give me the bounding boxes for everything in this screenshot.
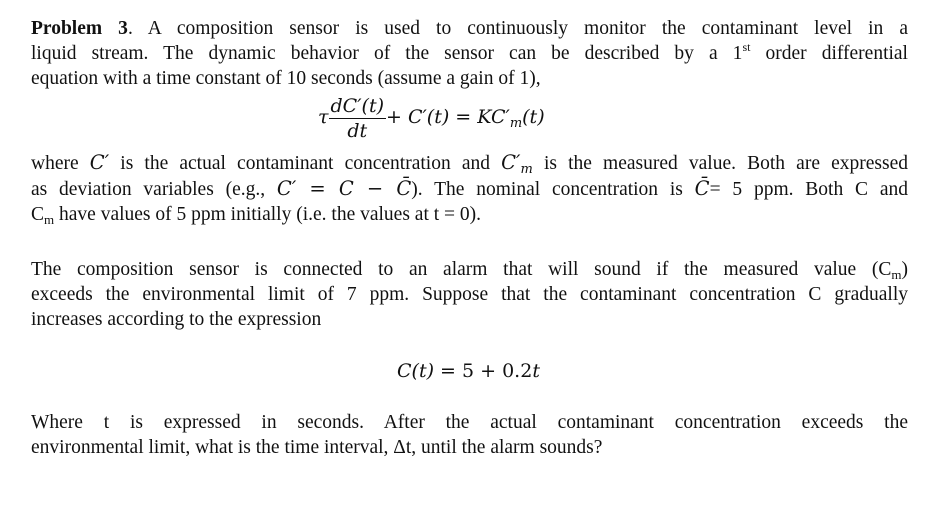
intro-line-3: equation with a time constant of 10 seconds (assume a gain of 1), [31, 68, 541, 89]
definitions-line-1: where C′ is the actual contaminant concentration and $C'_m$ is the measured value. Both are expressed [31, 151, 909, 177]
fraction-numerator: dC′(t) [330, 95, 384, 117]
ode-rhs: + C′(t) = KC′ [386, 105, 510, 128]
question-line-1: Where t is expressed in seconds. After the actual contaminant concentration exceeds the [31, 412, 908, 433]
alarm-line-2: exceeds the environmental limit of 7 ppm. Suppose that the contaminant concentration C gradually [31, 284, 908, 305]
alarm-paragraph [31, 257, 908, 332]
intro-paragraph [31, 16, 908, 91]
alarm-line-1: The composition sensor is connected to an alarm that will sound if the measured value $(C_m)$ [31, 259, 908, 282]
fraction-denominator: dt [347, 120, 368, 142]
derivative-fraction [329, 95, 386, 142]
definitions-line-3: $C_m$ have values of 5 ppm initially (i.e. the values at t = 0). [31, 204, 482, 227]
ordinal-suffix: st [742, 40, 751, 54]
question-paragraph [31, 410, 908, 460]
ode-equation: τ $\frac{dC'(t)}{dt}$ + $C'(t) = KC'_m(t)$ [318, 95, 545, 142]
concentration-expression: C(t) = 5 + 0.2t [397, 360, 540, 382]
alarm-line-3: increases according to the expression [31, 309, 322, 330]
definitions-line-2: as deviation variables (e.g., C′ = C − C̄). The nominal concentration is C̄= 5 ppm. Both C and [31, 177, 908, 200]
problem-label: Problem 3 [31, 18, 128, 39]
question-line-2: environmental limit, what is the time interval, Δt, until the alarm sounds? [31, 437, 603, 458]
intro-line-2: liquid stream. The dynamic behavior of the sensor can be described by a 1st order differential [31, 40, 908, 64]
intro-line-1: Problem 3. A composition sensor is used to continuously monitor the contaminant level in a [31, 18, 908, 39]
tau-symbol: τ [318, 105, 329, 128]
definitions-paragraph [31, 150, 908, 227]
